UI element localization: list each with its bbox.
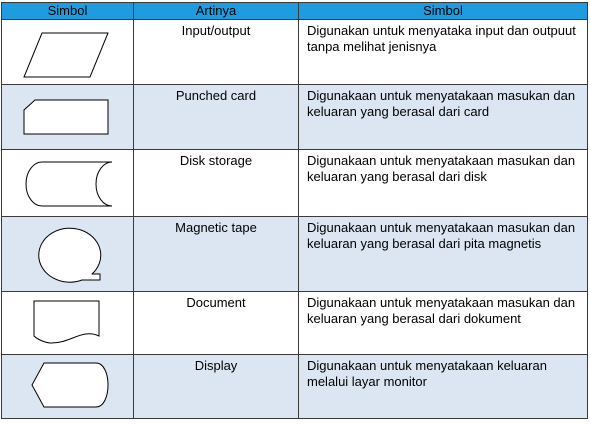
display-icon [2,355,134,418]
punched-card-icon [2,85,134,149]
table-row [2,85,588,150]
symbol-name: Punched card [134,85,299,150]
parallelogram-icon [2,20,134,84]
table-row [2,217,588,292]
symbol-cell [2,355,134,419]
symbol-cell [2,85,134,150]
header-row [2,3,588,20]
header-meaning: Artinya [134,3,299,20]
symbol-name: Display [134,355,299,419]
document-icon [2,292,134,354]
symbol-name: Disk storage [134,150,299,217]
table-row [2,20,588,85]
symbol-cell [2,217,134,292]
symbol-description: Digunakaan untuk menyatakaan masukan dan keluaran yang berasal dari pita magnetis [299,217,588,292]
flowchart-symbols-table [1,2,588,419]
symbol-name: Input/output [134,20,299,85]
symbol-cell [2,292,134,355]
symbol-description: Digunakaan untuk menyatakaan masukan dan keluaran yang berasal dari dokument [299,292,588,355]
symbol-name: Document [134,292,299,355]
symbol-name: Magnetic tape [134,217,299,292]
symbol-description: Digunakaan untuk menyatakaan keluaran melalui layar monitor [299,355,588,419]
disk-storage-icon [2,150,134,216]
symbol-cell [2,150,134,217]
table-row [2,355,588,419]
magnetic-tape-icon [2,217,134,291]
symbol-description: Digunakan untuk menyataka input dan outpuut tanpa melihat jenisnya [299,20,588,85]
table-row [2,292,588,355]
table-row [2,150,588,217]
header-description: Simbol [299,3,588,20]
symbol-description: Digunakaan untuk menyatakaan masukan dan keluaran yang berasal dari disk [299,150,588,217]
header-symbol: Simbol [2,3,134,20]
symbol-description: Digunakaan untuk menyatakaan masukan dan keluaran yang berasal dari card [299,85,588,150]
symbol-cell [2,20,134,85]
